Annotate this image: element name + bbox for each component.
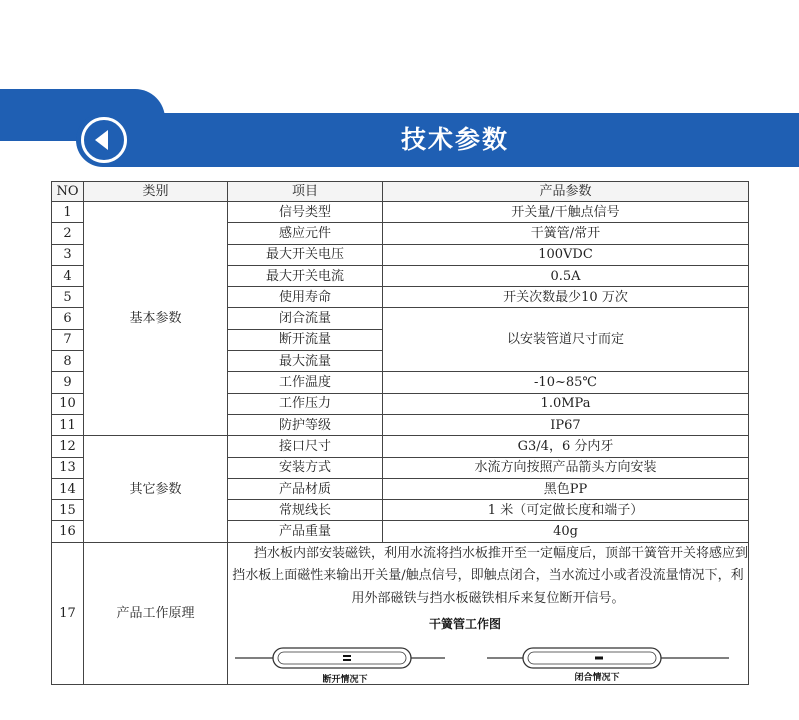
- row-no: 8: [52, 351, 84, 372]
- row-no: 6: [52, 308, 84, 329]
- row-no: 5: [52, 287, 84, 308]
- category-other: 其它参数: [84, 436, 228, 542]
- row-item: 断开流量: [228, 329, 383, 350]
- row-no: 4: [52, 265, 84, 286]
- row-item: 闭合流量: [228, 308, 383, 329]
- row-value-merged: 以安装管道尺寸而定: [383, 308, 749, 372]
- table-header-row: [52, 182, 749, 202]
- chevron-left-circle-icon: [84, 120, 124, 160]
- row-item: 工作压力: [228, 393, 383, 414]
- row-item: 信号类型: [228, 202, 383, 223]
- principle-cell: [228, 542, 749, 685]
- row-item: 常规线长: [228, 500, 383, 521]
- row-value: G3/4，6 分内牙: [383, 436, 749, 457]
- row-item: 使用寿命: [228, 287, 383, 308]
- row-no: 3: [52, 244, 84, 265]
- row-item: 最大开关电流: [228, 265, 383, 286]
- header-item: 项目: [228, 182, 383, 202]
- header-value: 产品参数: [383, 182, 749, 202]
- row-item: 最大流量: [228, 351, 383, 372]
- diagram-closed-label: 闭合情况下: [574, 673, 620, 684]
- principle-row: [52, 542, 749, 685]
- row-no: 13: [52, 457, 84, 478]
- back-button[interactable]: [81, 117, 127, 163]
- reed-switch-closed-icon: [487, 648, 729, 668]
- row-item: 接口尺寸: [228, 436, 383, 457]
- reed-switch-open-icon: [235, 648, 445, 668]
- row-value: IP67: [383, 414, 749, 435]
- row-item: 工作温度: [228, 372, 383, 393]
- header-category: 类别: [84, 182, 228, 202]
- row-no: 10: [52, 393, 84, 414]
- row-value: 100VDC: [383, 244, 749, 265]
- table-row: [52, 202, 749, 223]
- table-row: [52, 436, 749, 457]
- row-value: 开关量/干触点信号: [383, 202, 749, 223]
- page-title: 技术参数: [400, 125, 509, 154]
- spec-table: [51, 181, 749, 685]
- diagram-title: 干簧管工作图: [428, 617, 502, 632]
- row-no: 12: [52, 436, 84, 457]
- reed-switch-diagram: [228, 616, 748, 684]
- row-item: 感应元件: [228, 223, 383, 244]
- row-no: 14: [52, 478, 84, 499]
- row-value: 40g: [383, 521, 749, 542]
- row-value: 干簧管/常开: [383, 223, 749, 244]
- row-no: 9: [52, 372, 84, 393]
- category-basic: 基本参数: [84, 202, 228, 436]
- row-no: 2: [52, 223, 84, 244]
- row-no: 16: [52, 521, 84, 542]
- category-principle: 产品工作原理: [84, 542, 228, 685]
- row-no: 1: [52, 202, 84, 223]
- row-no: 7: [52, 329, 84, 350]
- row-item: 产品重量: [228, 521, 383, 542]
- row-value: 0.5A: [383, 265, 749, 286]
- row-value: 开关次数最少10 万次: [383, 287, 749, 308]
- row-no: 11: [52, 414, 84, 435]
- row-no: 17: [52, 542, 84, 685]
- header-no: NO: [52, 182, 84, 202]
- row-item: 最大开关电压: [228, 244, 383, 265]
- row-no: 15: [52, 500, 84, 521]
- row-item: 产品材质: [228, 478, 383, 499]
- row-item: 安装方式: [228, 457, 383, 478]
- row-item: 防护等级: [228, 414, 383, 435]
- row-value: 1.0MPa: [383, 393, 749, 414]
- row-value: 黑色PP: [383, 478, 749, 499]
- row-value: -10~85℃: [383, 372, 749, 393]
- row-value: 水流方向按照产品箭头方向安装: [383, 457, 749, 478]
- diagram-open-label: 断开情况下: [322, 675, 368, 685]
- principle-text: 挡水板内部安装磁铁，利用水流将挡水板推开至一定幅度后，顶部干簧管开关将感应到挡水板上面磁性来输出开关量/触点信号，即触点闭合，当水流过小或者没流量情况下，利用外部磁铁与挡水板磁铁相斥来复位断开信号。: [232, 545, 749, 606]
- row-value: 1 米（可定做长度和端子）: [383, 500, 749, 521]
